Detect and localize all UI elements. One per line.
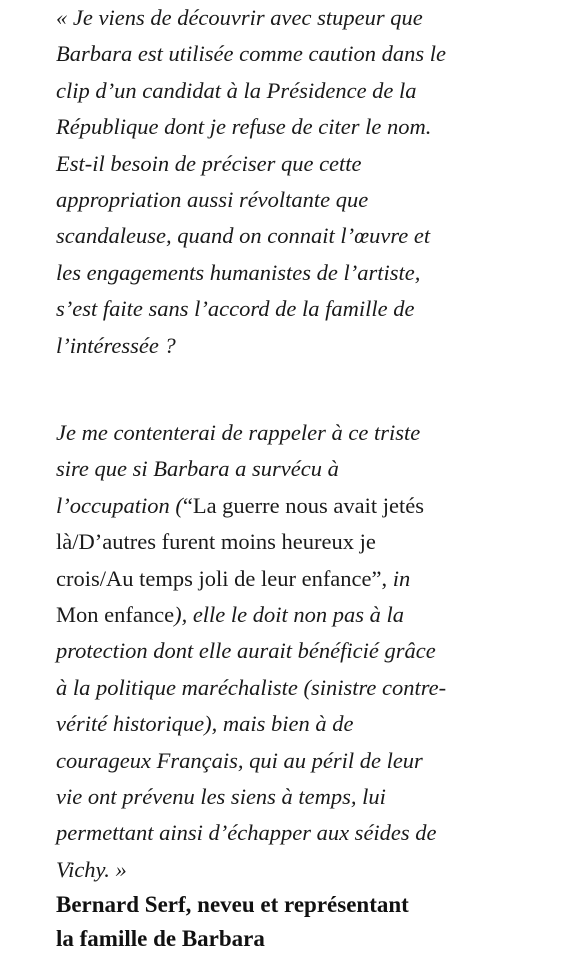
quote-text: in — [392, 565, 411, 591]
quote-attribution — [56, 888, 409, 956]
quote-paragraph-2 — [56, 415, 446, 888]
quote-line: courageux Français, qui au péril de leur — [56, 747, 423, 773]
quote-line: les engagements humanistes de l’artiste, — [56, 259, 421, 285]
quote-line: s’est faite sans l’accord de la famille de — [56, 296, 415, 322]
quote-line: scandaleuse, quand on connait l’œuvre et — [56, 223, 431, 249]
quote-line: l’intéressée ? — [56, 332, 176, 358]
quote-line: à la politique maréchaliste (sinistre contre- — [56, 674, 447, 700]
quote-line — [56, 561, 446, 597]
quote-line: permettant ainsi d’échapper aux séides de — [56, 820, 437, 846]
quote-line: Est-il besoin de préciser que cette — [56, 150, 362, 176]
quote-line: appropriation aussi révoltante que — [56, 187, 369, 213]
attribution-line: la famille de Barbara — [56, 926, 265, 951]
song-lyric-citation: là/D’autres furent moins heureux je — [56, 529, 376, 555]
quote-line: clip d’un candidat à la Présidence de la — [56, 77, 417, 103]
song-title: Mon enfance — [56, 602, 175, 628]
quote-line: vérité historique), mais bien à de — [56, 711, 354, 737]
attribution-line: Bernard Serf, neveu et représentant — [56, 892, 409, 917]
quote-paragraph-1 — [56, 0, 446, 364]
quote-line: République dont je refuse de citer le nom. — [56, 114, 432, 140]
quote-line: sire que si Barbara a survécu à — [56, 456, 339, 482]
song-lyric-citation: crois/Au temps joli de leur enfance”, — [56, 565, 393, 591]
song-lyric-citation: “La guerre nous avait jetés — [182, 492, 424, 518]
quote-line: vie ont prévenu les siens à temps, lui — [56, 784, 386, 810]
quote-line — [56, 488, 446, 524]
quote-text: ), elle le doit non pas à la — [174, 602, 405, 628]
quote-line: « Je viens de découvrir avec stupeur que — [56, 5, 423, 30]
quote-line: Vichy. » — [56, 856, 127, 882]
quote-line: protection dont elle aurait bénéficié grâce — [56, 638, 436, 664]
quote-line: Barbara est utilisée comme caution dans le — [56, 41, 446, 67]
quote-line: Je me contenterai de rappeler à ce triste — [56, 420, 421, 445]
quote-text: l’occupation ( — [56, 492, 183, 518]
quote-line — [56, 597, 446, 633]
